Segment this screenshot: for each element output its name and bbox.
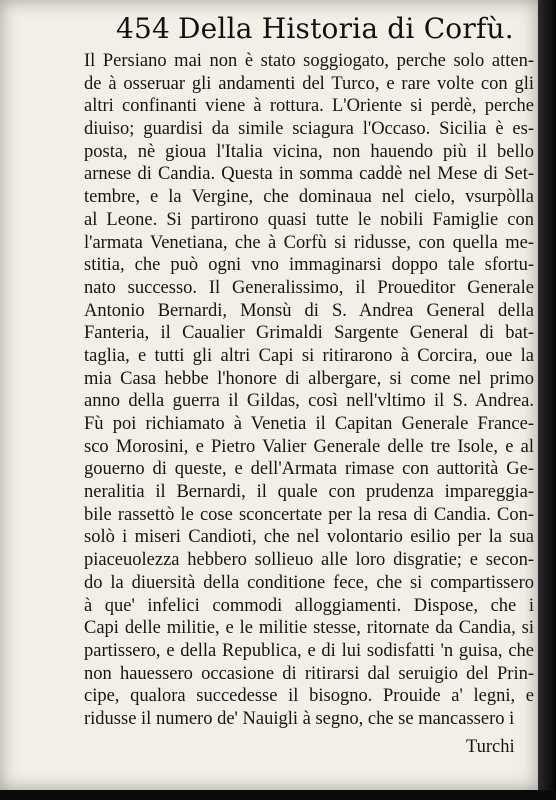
text-line: Fanteria, il Caualier Grimaldi Sargente General di bat- — [84, 323, 534, 344]
text-line: posta, nè gioua l'Italia vicina, non hauendo più il bello — [84, 141, 534, 162]
text-line: Antonio Bernardi, Monsù di S. Andrea General della — [84, 300, 534, 321]
text-line: neralitia il Bernardi, il quale con prudenza impareggia- — [84, 482, 534, 503]
text-line: mia Casa hebbe l'honore di albergare, si come nel primo — [84, 368, 534, 389]
text-line: l'armata Venetiana, che à Corfù si ridusse, con quella me- — [84, 232, 534, 253]
text-line: Capi delle militie, e le militie stesse, ritornate da Candia, si — [84, 618, 534, 639]
text-line: diuiso; guardisi da simile sciagura l'Occaso. Sicilia è es- — [84, 119, 534, 140]
text-line: cipe, qualora succedesse il bisogno. Prouide a' legni, e — [84, 686, 534, 707]
page-header — [116, 12, 514, 45]
text-line: gouerno di queste, e dell'Armata rimase con auttorità Ge- — [84, 459, 534, 480]
text-line: à que' infelici commodi alloggiamenti. Dispose, che i — [84, 595, 534, 616]
text-line: partissero, e della Republica, e di lui sodisfatti 'n guisa, che — [84, 640, 534, 661]
text-line: de à osseruar gli andamenti del Turco, e rare volte con gli — [84, 73, 534, 94]
text-line: taglia, e tutti gli altri Capi si ritirarono à Corcira, oue la — [84, 345, 534, 366]
text-line: stitia, che può ogni vno immaginarsi doppo tale sfortu- — [84, 255, 534, 276]
text-line: nato successo. Il Generalissimo, il Proueditor Generale — [84, 277, 534, 298]
text-line: anno della guerra il Gildas, così nell'vltimo il S. Andrea. — [84, 391, 534, 412]
text-line: ridusse il numero de' Nauigli à segno, che se mancassero i — [84, 708, 515, 729]
text-line: do la diuersità della conditione fece, che si compartissero — [84, 572, 534, 593]
text-line: Il Persiano mai non è stato soggiogato, perche solo atten- — [84, 51, 534, 71]
catchword: Turchi — [466, 737, 515, 757]
text-line: arnese di Candia. Questa in somma caddè nel Mese di Set- — [84, 164, 534, 185]
text-line: bile rassettò le cose sconcertate per la resa di Candia. Con- — [84, 504, 534, 525]
running-title: Della Historia di Corfù. — [178, 12, 514, 45]
page-edge-shadow — [538, 0, 556, 800]
page-number: 454 — [116, 12, 171, 45]
text-line: solò i miseri Candioti, che nel volontario esilio per la sua — [84, 527, 534, 548]
text-line: piaceuolezza hebbero sollieuo alle loro disgratie; e secon- — [84, 550, 534, 571]
text-line: sco Morosini, e Pietro Valier Generale delle tre Isole, e al — [84, 436, 534, 457]
page-bottom-shadow — [0, 790, 556, 800]
text-line: altri confinanti viene à rottura. L'Oriente si perdè, perche — [84, 96, 534, 117]
text-line: tembre, e la Vergine, che dominaua nel cielo, vsurpòlla — [84, 187, 534, 208]
text-line: non hauessero occasione di ritirarsi dal seruigio del Prin- — [84, 663, 534, 684]
text-line: Fù poi richiamato à Venetia il Capitan Generale France- — [84, 414, 534, 434]
text-line: al Leone. Si partirono quasi tutte le nobili Famiglie con — [84, 209, 534, 230]
body-text — [84, 50, 534, 731]
